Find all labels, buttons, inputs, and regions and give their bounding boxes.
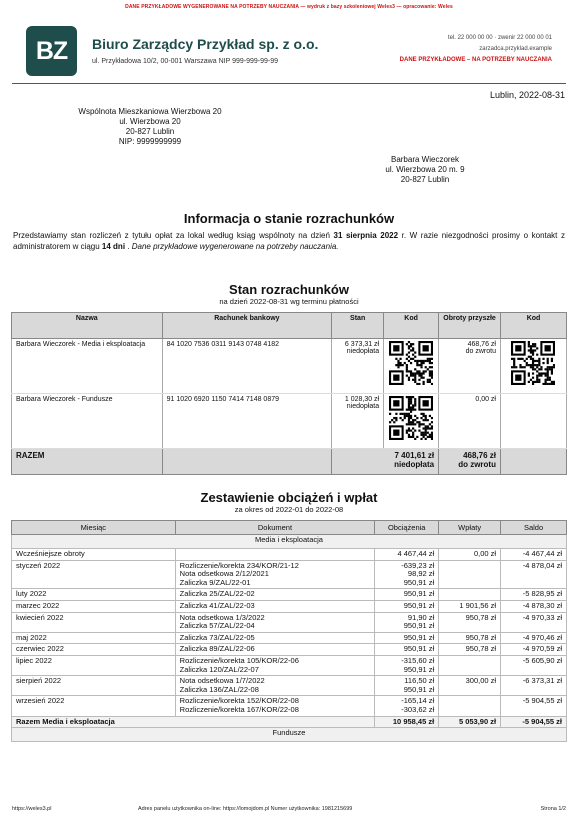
table-row xyxy=(12,589,567,601)
charges: -165,14 zł -303,62 zł xyxy=(375,696,439,716)
balance: -5 904,55 zł xyxy=(501,696,567,716)
status: do zwrotu xyxy=(465,348,496,355)
charges: -315,60 zł 950,91 zł xyxy=(375,655,439,675)
payments: 0,00 zł xyxy=(439,549,501,561)
qr-code-icon xyxy=(389,396,433,440)
status: do zwrotu xyxy=(458,460,496,469)
charges: 116,50 zł 950,91 zł xyxy=(375,676,439,696)
footer-page-number: Strona 1/2 xyxy=(540,806,566,812)
column-header: Wpłaty xyxy=(439,521,501,535)
owner-address xyxy=(360,155,490,185)
balance-subtitle: na dzień 2022-08-31 wg terminu płatności xyxy=(219,297,359,306)
payments xyxy=(439,560,501,589)
account-name: Barbara Wieczorek - Fundusze xyxy=(12,394,163,449)
account-name: Barbara Wieczorek - Media i eksploatacja xyxy=(12,339,163,394)
company-contact xyxy=(400,33,552,66)
documents: Zaliczka 73/ZAL/22-05 xyxy=(175,632,375,644)
header-divider xyxy=(12,83,566,84)
column-header: Obciążenia xyxy=(375,521,439,535)
balance: -4 467,44 zł xyxy=(501,549,567,561)
payments: 950,78 zł xyxy=(439,644,501,656)
intro-note: Dane przykładowe wygenerowane na potrzeby nauczania. xyxy=(131,241,339,251)
balance: -4 970,33 zł xyxy=(501,612,567,632)
month: lipiec 2022 xyxy=(12,655,176,675)
table-row xyxy=(12,696,567,716)
intro-text: r. W razie niezgodności prosimy o kontakt z administratorem w ciągu xyxy=(13,231,565,251)
balance: -4 878,30 zł xyxy=(501,600,567,612)
charges: -639,23 zł 98,92 zł 950,91 zł xyxy=(375,560,439,589)
recipient-name: Wspólnota Mieszkaniowa Wierzbowa 20 xyxy=(78,107,222,116)
column-header: Kod xyxy=(384,313,439,339)
owner-city: 20-827 Lublin xyxy=(400,175,450,184)
documents: Nota odsetkowa 1/7/2022 Zaliczka 136/ZAL/22-08 xyxy=(175,676,375,696)
balance: -4 970,46 zł xyxy=(501,632,567,644)
charges: 950,91 zł xyxy=(375,600,439,612)
column-header: Miesiąc xyxy=(12,521,176,535)
qr-cell xyxy=(384,394,439,449)
payments xyxy=(439,696,501,716)
recipient-street: ul. Wierzbowa 20 xyxy=(119,117,181,126)
amount: 1 028,30 zł xyxy=(344,396,380,403)
letter-title: Informacja o stanie rozrachunków xyxy=(183,211,395,226)
statement-title: Zestawienie obciążeń i wpłat xyxy=(200,490,378,505)
intro-days: 14 dni xyxy=(101,241,126,251)
charges: 950,91 zł xyxy=(375,589,439,601)
total-row xyxy=(12,449,567,475)
footer-user-info: Adres panelu użytkownika on-line: https://lomojdom.pl Numer użytkownika: 1981215699 xyxy=(138,806,353,812)
column-header: Kod xyxy=(500,313,566,339)
table-row xyxy=(12,632,567,644)
total-balance: -5 904,55 zł xyxy=(501,716,567,728)
month: wrzesień 2022 xyxy=(12,696,176,716)
documents xyxy=(175,549,375,561)
table-row xyxy=(12,676,567,696)
company-name: Biuro Zarządcy Przykład sp. z o.o. xyxy=(92,36,319,52)
empty-cell xyxy=(500,449,566,475)
payments: 950,78 zł xyxy=(439,612,501,632)
qr-cell xyxy=(384,339,439,394)
month: czerwiec 2022 xyxy=(12,644,176,656)
column-header: Rachunek bankowy xyxy=(162,313,332,339)
month: sierpień 2022 xyxy=(12,676,176,696)
future-amount xyxy=(439,394,501,449)
recipient-city: 20-827 Lublin xyxy=(125,127,175,136)
table-row xyxy=(12,339,567,394)
recipient-nip: NIP: 9999999999 xyxy=(118,137,182,146)
table-row xyxy=(12,560,567,589)
recipient-address xyxy=(55,107,245,147)
charges: 950,91 zł xyxy=(375,632,439,644)
contact-line-notice: DANE PRZYKŁADOWE – NA POTRZEBY NAUCZANIA xyxy=(399,57,552,63)
payments: 950,78 zł xyxy=(439,632,501,644)
documents: Nota odsetkowa 1/3/2022 Zaliczka 57/ZAL/22-04 xyxy=(175,612,375,632)
status: niedopłata xyxy=(346,403,380,410)
owner-name: Barbara Wieczorek xyxy=(390,155,460,164)
intro-text: Przedstawiamy stan rozliczeń z tytułu opłat za lokal według ksiąg wspólnoty na dzień xyxy=(13,231,334,240)
balance: -4 970,59 zł xyxy=(501,644,567,656)
table-row xyxy=(12,394,567,449)
total-payments: 5 053,90 zł xyxy=(439,716,501,728)
column-header: Stan xyxy=(332,313,384,339)
status: niedopłata xyxy=(346,348,380,355)
company-logo: BZ xyxy=(26,26,77,76)
documents: Rozliczenie/korekta 234/KOR/21-12 Nota odsetkowa 2/12/2021 Zaliczka 9/ZAL/22-01 xyxy=(175,560,375,589)
statement-table xyxy=(11,520,567,742)
future-amount xyxy=(439,339,501,394)
documents: Zaliczka 25/ZAL/22-02 xyxy=(175,589,375,601)
letter-date: Lublin, 2022-08-31 xyxy=(489,90,565,100)
table-row xyxy=(12,600,567,612)
payments: 300,00 zł xyxy=(439,676,501,696)
qr-cell-empty xyxy=(500,394,566,449)
company-address: ul. Przykładowa 10/2, 00-001 Warszawa NIP 999-999-99-99 xyxy=(92,58,278,65)
total-amount xyxy=(332,449,439,475)
bank-account: 84 1020 7536 0311 9143 0748 4182 xyxy=(162,339,332,394)
month: luty 2022 xyxy=(12,589,176,601)
charges: 950,91 zł xyxy=(375,644,439,656)
month: maj 2022 xyxy=(12,632,176,644)
qr-code-icon xyxy=(389,341,433,385)
column-header: Nazwa xyxy=(12,313,163,339)
documents: Zaliczka 41/ZAL/22-03 xyxy=(175,600,375,612)
amount: 0,00 zł xyxy=(475,396,496,403)
amount: 468,76 zł xyxy=(467,341,496,348)
balance-amount xyxy=(332,339,384,394)
top-banner: DANE PRZYKŁADOWE WYGENEROWANE NA POTRZEBY NAUCZANIA — wydruk z bazy szkoleniowej Weles3 — opracowanie: Weles xyxy=(125,4,453,10)
balance-amount xyxy=(332,394,384,449)
documents: Rozliczenie/korekta 152/KOR/22-08 Rozliczenie/korekta 167/KOR/22-08 xyxy=(175,696,375,716)
table-row xyxy=(12,612,567,632)
month: marzec 2022 xyxy=(12,600,176,612)
contact-line: tel. 22 000 00 00 · zwenir 22 000 00 01 xyxy=(447,35,552,41)
contact-line: zarzadca.przyklad.example xyxy=(479,46,552,52)
footer-website: https://weles3.pl xyxy=(12,806,52,812)
total-label: RAZEM xyxy=(12,449,163,475)
status: niedopłata xyxy=(394,460,435,469)
amount: 7 401,61 zł xyxy=(394,451,435,460)
payments xyxy=(439,655,501,675)
payments: 1 901,56 zł xyxy=(439,600,501,612)
column-header: Obroty przyszłe xyxy=(439,313,501,339)
charges: 91,90 zł 950,91 zł xyxy=(375,612,439,632)
intro-text: . xyxy=(125,241,132,251)
amount: 6 373,31 zł xyxy=(344,341,380,348)
balance: -5 828,95 zł xyxy=(501,589,567,601)
balance-table xyxy=(11,312,567,475)
month: styczeń 2022 xyxy=(12,560,176,589)
charges: 4 467,44 zł xyxy=(375,549,439,561)
balance: -4 878,04 zł xyxy=(501,560,567,589)
section-header: Fundusze xyxy=(12,728,567,742)
statement-subtitle: za okres od 2022-01 do 2022-08 xyxy=(234,505,344,514)
total-label: Razem Media i eksploatacja xyxy=(12,716,375,728)
column-header: Dokument xyxy=(175,521,375,535)
amount: 468,76 zł xyxy=(463,451,496,460)
intro-date: 31 sierpnia 2022 xyxy=(333,231,399,240)
owner-street: ul. Wierzbowa 20 m. 9 xyxy=(385,165,465,174)
empty-cell xyxy=(162,449,332,475)
letter-intro xyxy=(13,231,565,252)
qr-cell xyxy=(500,339,566,394)
total-future xyxy=(439,449,501,475)
total-row xyxy=(12,716,567,728)
documents: Zaliczka 89/ZAL/22-06 xyxy=(175,644,375,656)
qr-code-icon xyxy=(511,341,555,385)
balance: -5 605,90 zł xyxy=(501,655,567,675)
section-header: Media i eksploatacja xyxy=(12,535,567,549)
total-charges: 10 958,45 zł xyxy=(375,716,439,728)
documents: Rozliczenie/korekta 105/KOR/22-06 Zaliczka 120/ZAL/22-07 xyxy=(175,655,375,675)
month: kwiecień 2022 xyxy=(12,612,176,632)
column-header: Saldo xyxy=(501,521,567,535)
table-row xyxy=(12,644,567,656)
month: Wcześniejsze obroty xyxy=(12,549,176,561)
table-row xyxy=(12,655,567,675)
balance: -6 373,31 zł xyxy=(501,676,567,696)
balance-title: Stan rozrachunków xyxy=(229,282,349,297)
payments xyxy=(439,589,501,601)
bank-account: 91 1020 6920 1150 7414 7148 0879 xyxy=(162,394,332,449)
table-row xyxy=(12,549,567,561)
